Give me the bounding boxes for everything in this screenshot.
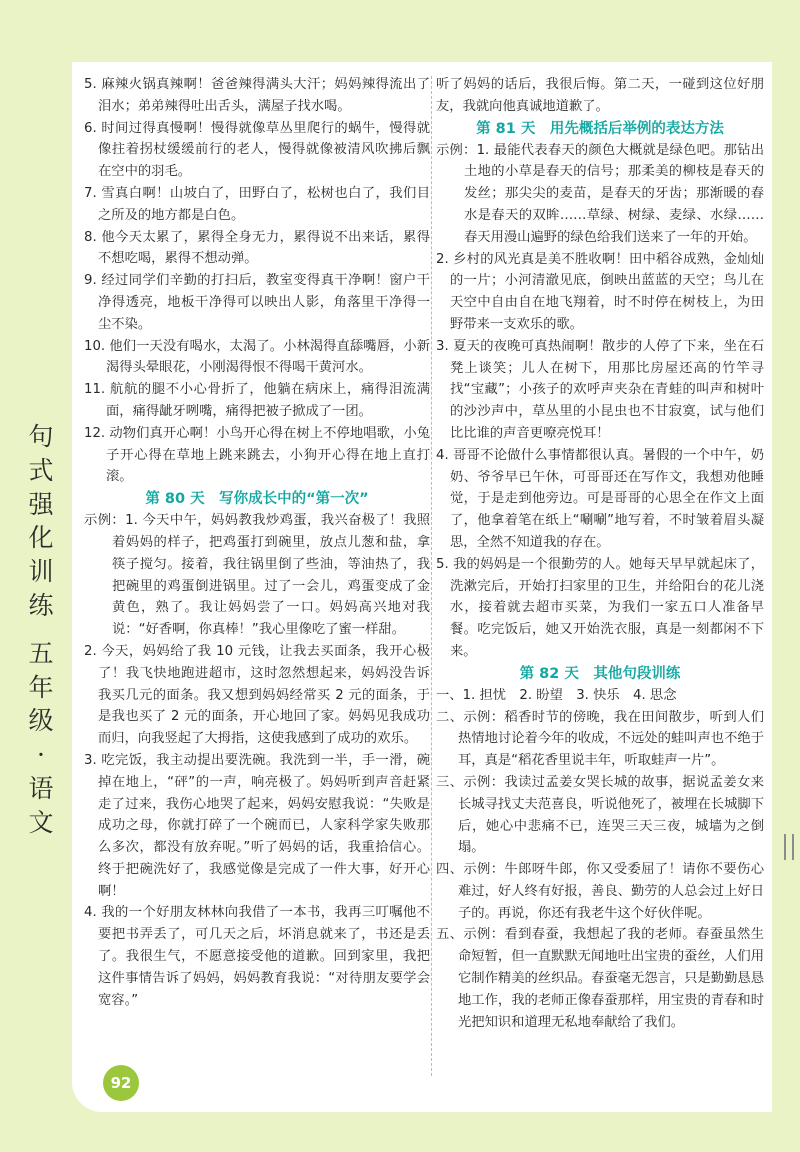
answer-item: 2. 今天，妈妈给了我 10 元钱，让我去买面条，我开心极了！我飞快地跑进超市，这时忽然想起来，妈妈没告诉我买几元的面条。我又想到妈妈经常买 2 元的面条，于是我也买了 2 元的面条，开心地回了家。妈妈见我成功而归，向我竖起了大拇指，这使我感到了成功的欢乐。: [84, 643, 430, 747]
answer-item: 10. 他们一天没有喝水，太渴了。小林渴得直舔嘴唇，小新渴得头晕眼花，小刚渴得恨不得喝干黄河水。: [84, 338, 430, 376]
answer-item: 示例：1. 最能代表春天的颜色大概就是绿色吧。那钻出土地的小草是春天的信号；那柔美的柳枝是春天的发丝；那尖尖的麦苗，是春天的牙齿；那渐暖的春水是春天的双眸……草绿、树绿、麦绿、水绿……春天用漫山遍野的绿色给我们送来了一年的开始。: [436, 142, 764, 245]
answer-item: 4. 我的一个好朋友林林向我借了一本书，我再三叮嘱他不要把书弄丢了，可几天之后，坏消息就来了，书还是丢了。我很生气，不愿意接受他的道歉。回到家里，我把这件事情告诉了妈妈，妈妈教育我说：“对待朋友要学会宽容。”: [84, 905, 430, 1008]
answer-item: 三、示例：我读过孟姜女哭长城的故事，据说孟姜女来长城寻找丈夫范喜良，听说他死了，被埋在长城脚下后，她心中悲痛不已，连哭三天三夜，城墙为之倒塌。: [436, 774, 764, 856]
edge-mark: [784, 834, 794, 860]
side-title-series: 句 式 强 化 训 练: [28, 422, 54, 620]
section-heading: 第 82 天 其他句段训练: [519, 665, 681, 682]
answer-item: 五、示例：看到春蚕，我想起了我的老师。春蚕虽然生命短暂，但一直默默无闻地吐出宝贵的蚕丝，人们用它制作精美的丝织品。春蚕毫无怨言，只是勤勤恳恳地工作，我的老师正像春蚕那样，用宝贵的青春和时光把知识和道理无私地奉献给了我们。: [436, 927, 764, 1030]
page-number: 92: [103, 1065, 139, 1101]
left-column: [84, 74, 430, 1011]
answer-item: 3. 夏天的夜晚可真热闹啊！散步的人停了下来，坐在石凳上谈笑；儿人在树下，用那比房屋还高的竹竿寻找“宝藏”；小孩子的欢呼声夹杂在青蛙的叫声和树叶的沙沙声中，草丛里的小昆虫也不甘寂寞，试与他们比比谁的声音更嘹亮悦耳！: [436, 338, 764, 441]
right-column: [436, 74, 764, 1033]
answer-item: 4. 哥哥不论做什么事情都很认真。暑假的一个中午，奶奶、爷爷早已午休，可哥哥还在写作文，我想劝他睡觉，于是走到他旁边。可是哥哥的心思全在作文上面了，他拿着笔在纸上“唰唰”地写着，不时皱着眉头凝思，全然不知道我的存在。: [436, 447, 764, 550]
answer-item: 一、1. 担忧 2. 盼望 3. 快乐 4. 思念: [436, 687, 677, 703]
side-title: [20, 420, 62, 840]
answer-item: 5. 麻辣火锅真辣啊！爸爸辣得满头大汗；妈妈辣得流出了泪水；弟弟辣得吐出舌头，满屋子找水喝。: [84, 77, 430, 114]
answer-item: 12. 动物们真开心啊！小鸟开心得在树上不停地唱歌，小兔子开心得在草地上跳来跳去，小狗开心得在地上直打滚。: [84, 425, 430, 485]
answer-item: 7. 雪真白啊！山坡白了，田野白了，松树也白了，我们目之所及的地方都是白色。: [84, 185, 430, 223]
answer-item: 2. 乡村的风光真是美不胜收啊！田中稻谷成熟，金灿灿的一片；小河清澈见底，倒映出蓝蓝的天空；鸟儿在天空中自由自在地飞翔着，时不时停在树枝上，为田野带来一支欢乐的歌。: [436, 251, 764, 332]
answer-item: 二、示例：稻香时节的傍晚，我在田间散步，听到人们热情地讨论着今年的收成，不远处的蛙叫声也不绝于耳，真是“稻花香里说丰年，听取蛙声一片”。: [436, 709, 764, 769]
answer-item: 5. 我的妈妈是一个很勤劳的人。她每天早早就起床了，洗漱完后，开始打扫家里的卫生，并给阳台的花儿浇水，接着就去超市买菜，为我们一家五口人准备早餐。吃完饭后，她又开始洗衣服，真是一刻都闲不下来。: [436, 556, 764, 659]
answer-item: 11. 航航的腿不小心骨折了，他躺在病床上，痛得泪流满面，痛得龇牙咧嘴，痛得把被子掀成了一团。: [84, 382, 430, 419]
answer-item: 四、示例：牛郎呀牛郎，你又受委屈了！请你不要伤心难过，好人终有好报，善良、勤劳的人总会过上好日子的。再说，你还有我老牛这个好伙伴呢。: [436, 862, 764, 921]
answer-item: 示例：1. 今天中午，妈妈教我炒鸡蛋，我兴奋极了！我照着妈妈的样子，把鸡蛋打到碗里，放点儿葱和盐，拿筷子搅匀。接着，我往锅里倒了些油，等油热了，我把碗里的鸡蛋倒进锅里。过了一会儿，鸡蛋变成了金黄色，熟了。我让妈妈尝了一口。妈妈高兴地对我说：“好香啊，你真棒！”我心里像吃了蜜一样甜。: [84, 513, 430, 638]
column-divider: [431, 76, 432, 1076]
section-heading: 第 81 天 用先概括后举例的表达方法: [476, 120, 724, 137]
answer-item: 3. 吃完饭，我主动提出要洗碗。我洗到一半，手一滑，碗掉在地上，“砰”的一声，响亮极了。妈妈听到声音赶紧走了过来，我伤心地哭了起来，妈妈安慰我说：“失败是成功之母，你就打碎了一个碗而已，人家科学家失败那么多次，都没有放弃呢。”听了妈妈的话，我重拾信心。终于把碗洗好了，我感觉像是完成了一件大事，好开心啊！: [84, 752, 430, 899]
answer-item: 9. 经过同学们辛勤的打扫后，教室变得真干净啊！窗户干净得透亮，地板干净得可以映出人影，角落里干净得一尘不染。: [84, 273, 430, 332]
answer-item: 6. 时间过得真慢啊！慢得就像草丛里爬行的蜗牛，慢得就像拄着拐杖缓缓前行的老人，慢得就像被清风吹拂后飘在空中的羽毛。: [84, 120, 430, 180]
side-title-grade: 五 年 级 · 语 文: [28, 638, 54, 837]
answer-item: 听了妈妈的话后，我很后悔。第二天，一碰到这位好朋友，我就向他真诚地道歉了。: [436, 77, 764, 114]
answer-item: 8. 他今天太累了，累得全身无力，累得说不出来话，累得不想吃喝，累得不想动弹。: [84, 229, 430, 267]
section-heading: 第 80 天 写你成长中的“第一次”: [145, 491, 369, 508]
